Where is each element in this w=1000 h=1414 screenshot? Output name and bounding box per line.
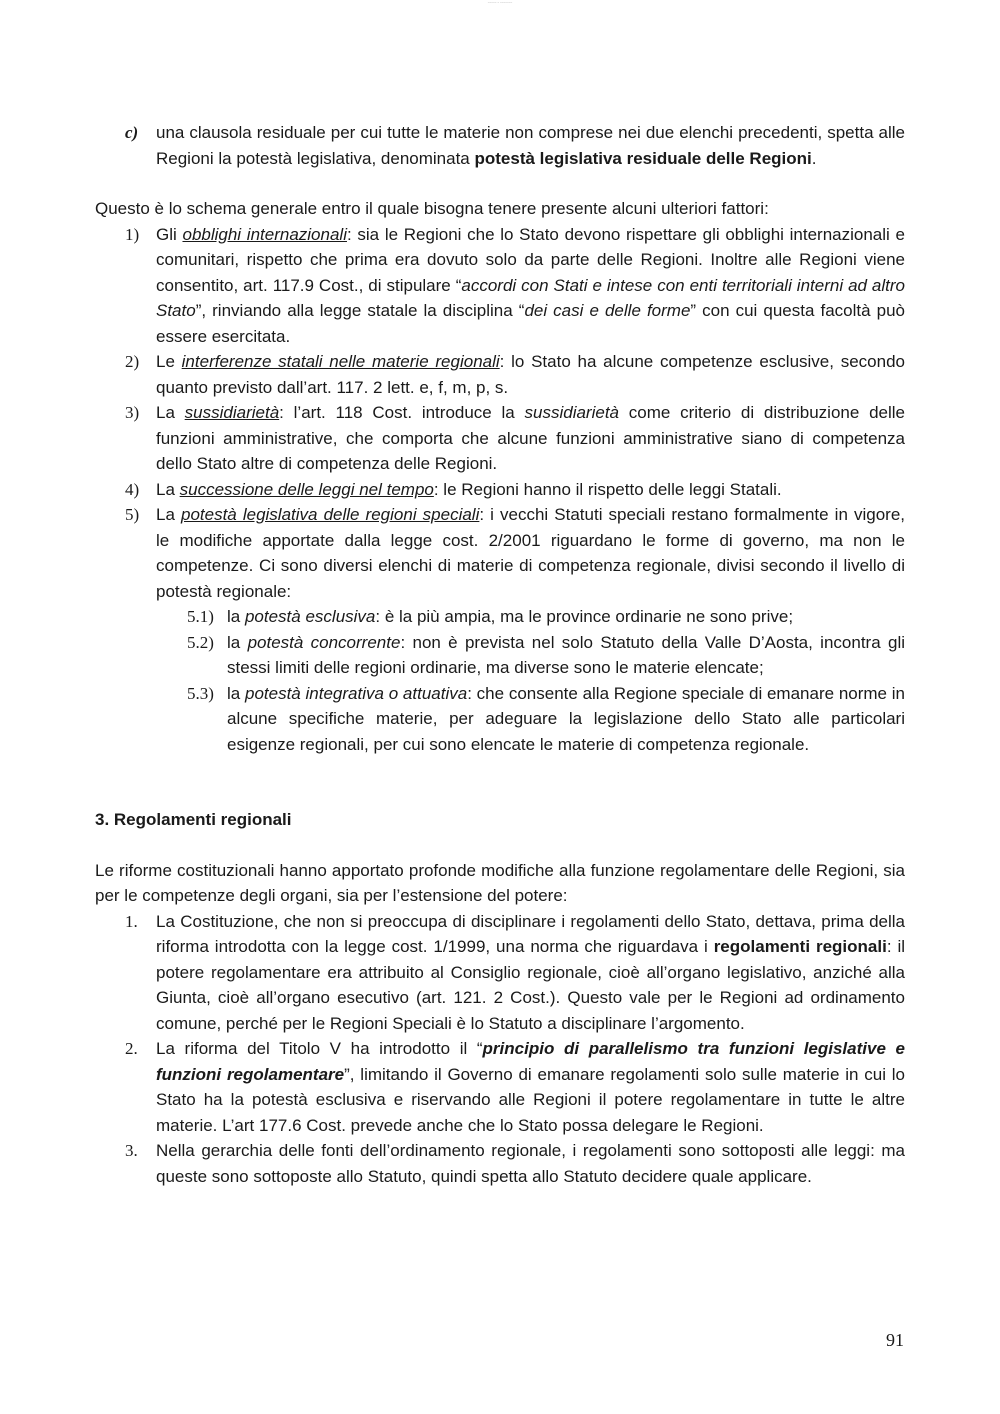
header-mark: ~~~~~ ~ ~~~~~~~ [487,0,513,4]
item-text: . [811,148,817,168]
list-item-c [95,120,905,171]
item-bold-term: potestà legislativa residuale delle Regioni [474,148,812,168]
factor-item-1 [95,222,905,350]
item-text: La [156,479,180,499]
list-marker: 3. [125,1141,138,1160]
list-marker: 3) [125,403,140,422]
sub-item-5-2 [95,630,905,681]
reform-item-1 [95,909,905,1037]
underlined-term: sussidiarietà [184,403,280,422]
item-text: Le [156,352,182,371]
item-text: come criterio di distribuzione delle funzioni amministrative, che comporta che alcune funzioni amministrative siano di competenza dello Stato altre di competenza delle Regioni. [156,403,905,473]
item-text: : i vecchi Statuti speciali restano formalmente in vigore, le modifiche apportate dalla legge cost. 2/2001 riguardano le forme di governo, ma non le competenze. Ci sono diversi elenchi di materie di competenza regionale, divisi secondo il livello di potestà regionale: [156,505,906,601]
item-text: : sia le Regioni che lo Stato devono rispettare gli obblighi internazionali e comunitari, rispetto che prima era dovuto solo da parte delle Regioni. Inoltre alle Regioni viene consentito, art. 117.9 Cost., di stipulare “ [156,224,905,295]
item-text: : che consente alla Regione speciale di emanare norme in alcune specifiche materie, per adeguare la legislazione dello Stato alle particolari esigenze regionali, per cui sono elencate le materie di competenza regionale. [227,683,906,754]
sub-item-5-3 [95,681,905,758]
list-marker: 5) [125,505,140,524]
list-marker: 5.3) [187,683,214,703]
item-text: La [156,403,185,422]
item-text: ”, limitando il Governo di emanare regolamenti solo sulle materie in cui lo Stato ha la potestà esclusiva e riservando alle Regioni il potere regolamentare in tutte le altre materie. L’art 177.6 Cost. prevede anche che lo Stato possa delegare le Regioni. [156,1064,905,1135]
italic-term: potestà concorrente [247,632,401,652]
italic-term: sussidiarietà [524,403,620,422]
bold-term: regolamenti regionali [713,937,887,956]
item-text: La Costituzione, che non si preoccupa di disciplinare i regolamenti dello Stato, dettava, prima della riforma introdotta con la legge cost. 1/1999, una norma che riguardava i [156,911,905,956]
item-text: : lo Stato ha alcune competenze esclusive, secondo quanto previsto dall’art. 117. 2 lett. e, f, m, p, s. [156,352,905,397]
italic-quote: dei casi e delle forme [524,301,691,320]
item-text: Gli [156,224,183,244]
item-text: La riforma del Titolo V ha introdotto il “ [156,1039,483,1058]
list-marker: 2. [125,1039,138,1058]
list-marker: 5.1) [187,607,214,626]
italic-term: potestà esclusiva [244,607,376,626]
item-text: : non è prevista nel solo Statuto della Valle D’Aosta, incontra gli stessi limiti delle regioni ordinarie, ma diverse sono le materie elencate; [227,632,905,677]
item-text: Nella gerarchia delle fonti dell’ordinamento regionale, i regolamenti sono sottoposti alle leggi: ma queste sono sottoposte allo Statuto, quindi spetta allo Statuto decidere quale applicare. [156,1141,905,1186]
page-number: 91 [886,1330,904,1350]
page-content [95,120,905,1189]
italic-term: potestà integrativa o attuativa [245,683,468,703]
section-heading: 3. Regolamenti regionali [95,810,292,829]
italic-quote: accordi con Stati e intese con enti territoriali interni ad altro Stato [156,275,906,320]
item-text: la [227,632,248,652]
item-text: : le Regioni hanno il rispetto delle leggi Statali. [433,479,782,499]
item-text: : il potere regolamentare era attribuito al Consiglio regionale, cioè all’organo legislativo, anziché alla Giunta, cioè all’organo esecutivo (art. 121. 2 Cost.). Questo vale per le Regioni ad ordinamento comune, perché per le Regioni Speciali è lo Statuto a disciplinare l’argomento. [156,937,906,1033]
item-text: la [227,683,245,703]
item-text: la [227,607,245,626]
underlined-term: interferenze statali nelle materie regionali [181,352,500,371]
item-text: : è la più ampia, ma le province ordinarie ne sono prive; [375,607,794,626]
underlined-term: obblighi internazionali [182,224,347,244]
item-text: ”, rinviando alla legge statale la disciplina “ [195,301,525,320]
section-intro: Le riforme costituzionali hanno apportato profonde modifiche alla funzione regolamentare delle Regioni, sia per le competenze degli organi, sia per l’estensione del potere: [95,860,905,905]
factors-intro: Questo è lo schema generale entro il quale bisogna tenere presente alcuni ulteriori fattori: [95,199,769,218]
sub-item-5-1 [95,604,905,630]
list-marker: 2) [125,352,140,371]
factor-item-5 [95,502,905,604]
item-text: La [156,505,181,524]
reform-item-2 [95,1036,905,1138]
item-text: : l’art. 118 Cost. introduce la [279,403,525,422]
underlined-term: potestà legislativa delle regioni speciali [181,505,480,524]
list-marker: 5.2) [187,632,214,652]
list-marker: 1) [125,224,140,244]
item-text: ” con cui questa facoltà può essere esercitata. [156,301,905,346]
list-marker: c) [125,123,139,142]
list-marker: 4) [125,479,140,499]
bold-italic-term: principio di parallelismo tra funzioni legislative e funzioni regolamentare [156,1039,905,1084]
item-text: una clausola residuale per cui tutte le materie non comprese nei due elenchi precedenti, spetta alle Regioni la potestà legislativa, denominata [156,123,905,168]
reform-item-3 [95,1138,905,1189]
factor-item-4 [95,477,905,503]
factor-item-2 [95,349,905,400]
underlined-term: successione delle leggi nel tempo [179,479,434,499]
list-marker: 1. [125,911,138,931]
factor-item-3 [95,400,905,477]
